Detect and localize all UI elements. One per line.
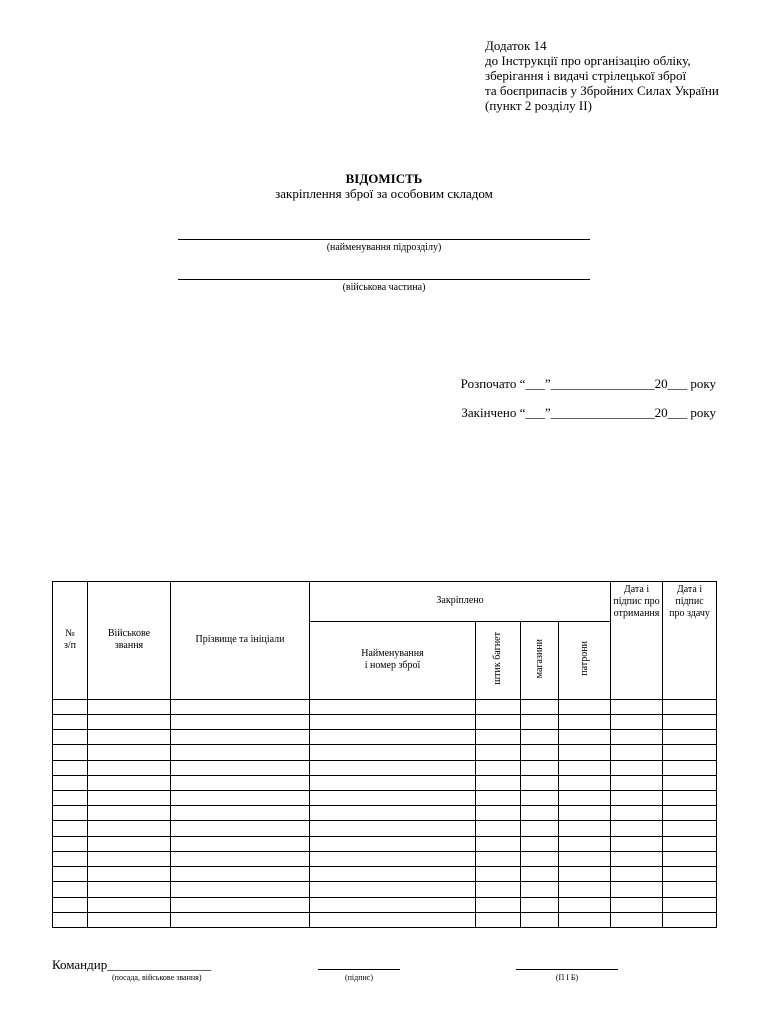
started-date: Розпочато “___”________________20___ року — [460, 376, 716, 391]
table-cell — [521, 745, 559, 760]
table-cell — [476, 791, 521, 806]
table-cell — [53, 836, 88, 851]
table-cell — [476, 821, 521, 836]
table-cell — [88, 730, 171, 745]
table-cell — [559, 730, 611, 745]
table-cell — [476, 806, 521, 821]
table-cell — [310, 806, 476, 821]
header-magazines-cell — [521, 621, 559, 699]
table-cell — [521, 714, 559, 729]
table-cell — [559, 806, 611, 821]
table-cell — [611, 714, 663, 729]
table-cell — [88, 714, 171, 729]
table-cell — [171, 714, 310, 729]
table-cell — [88, 836, 171, 851]
table-cell — [559, 760, 611, 775]
table-cell — [663, 806, 717, 821]
table-cell — [559, 699, 611, 714]
table-cell — [559, 882, 611, 897]
table-cell — [663, 912, 717, 927]
table-cell — [559, 714, 611, 729]
table-cell — [171, 897, 310, 912]
table-cell — [171, 836, 310, 851]
table-cell — [310, 730, 476, 745]
document-subtitle: закріплення зброї за особовим складом — [275, 186, 493, 201]
table-cell — [310, 714, 476, 729]
table-cell — [663, 867, 717, 882]
table-cell — [663, 791, 717, 806]
table-cell — [559, 791, 611, 806]
table-cell — [559, 821, 611, 836]
table-cell — [310, 760, 476, 775]
table-cell — [53, 699, 88, 714]
table-row — [53, 836, 717, 851]
table-cell — [476, 775, 521, 790]
header-rank: Військове звання — [88, 582, 171, 700]
table-cell — [88, 821, 171, 836]
table-cell — [521, 821, 559, 836]
table-cell — [611, 851, 663, 866]
table-cell — [88, 791, 171, 806]
header-number: № з/п — [53, 582, 88, 700]
table-cell — [310, 791, 476, 806]
table-cell — [559, 775, 611, 790]
table-cell — [171, 775, 310, 790]
table-cell — [88, 851, 171, 866]
table-cell — [53, 791, 88, 806]
header-name: Прізвище та ініціали — [171, 582, 310, 700]
unit-name-caption: (найменування підрозділу) — [326, 242, 442, 253]
full-name-caption: (П І Б) — [555, 973, 579, 982]
table-cell — [53, 730, 88, 745]
table-row — [53, 791, 717, 806]
ledger-body — [53, 699, 717, 927]
table-cell — [171, 760, 310, 775]
position-caption: (посада, військове звання) — [112, 973, 202, 982]
table-cell — [663, 730, 717, 745]
table-cell — [559, 897, 611, 912]
table-cell — [611, 867, 663, 882]
table-row — [53, 760, 717, 775]
table-cell — [476, 867, 521, 882]
signature-line — [318, 969, 400, 970]
table-cell — [171, 882, 310, 897]
header-received: Дата і підпис про отримання — [611, 582, 663, 700]
header-bayonet-cell — [476, 621, 521, 699]
finished-date: Закінчено “___”________________20___ року — [461, 405, 716, 420]
table-cell — [310, 836, 476, 851]
table-cell — [611, 791, 663, 806]
appendix-line: до Інструкції про організацію обліку, — [485, 53, 691, 68]
table-cell — [559, 851, 611, 866]
table-cell — [53, 912, 88, 927]
table-cell — [88, 775, 171, 790]
military-unit-caption: (військова частина) — [342, 282, 426, 293]
weapons-ledger-table — [52, 581, 717, 928]
table-cell — [171, 745, 310, 760]
table-cell — [171, 851, 310, 866]
header-magazines: магазини — [533, 638, 545, 678]
table-cell — [310, 821, 476, 836]
table-cell — [171, 806, 310, 821]
table-cell — [310, 882, 476, 897]
table-row — [53, 775, 717, 790]
table-cell — [521, 806, 559, 821]
table-cell — [611, 882, 663, 897]
appendix-line: (пункт 2 розділу ІІ) — [485, 98, 592, 113]
table-cell — [310, 897, 476, 912]
table-row — [53, 714, 717, 729]
table-cell — [663, 821, 717, 836]
table-cell — [88, 760, 171, 775]
table-row — [53, 745, 717, 760]
table-row — [53, 882, 717, 897]
table-cell — [310, 699, 476, 714]
table-cell — [88, 699, 171, 714]
table-cell — [88, 897, 171, 912]
unit-name-line — [178, 239, 590, 240]
table-cell — [559, 745, 611, 760]
table-cell — [88, 867, 171, 882]
table-cell — [663, 882, 717, 897]
appendix-line: Додаток 14 — [485, 38, 547, 53]
table-cell — [521, 730, 559, 745]
table-cell — [611, 806, 663, 821]
table-cell — [476, 714, 521, 729]
table-cell — [53, 897, 88, 912]
table-cell — [310, 912, 476, 927]
table-cell — [53, 775, 88, 790]
table-cell — [663, 699, 717, 714]
table-cell — [310, 867, 476, 882]
table-cell — [310, 851, 476, 866]
table-cell — [663, 714, 717, 729]
table-cell — [521, 912, 559, 927]
table-cell — [476, 730, 521, 745]
header-returned: Дата і підпис про здачу — [663, 582, 717, 700]
table-row — [53, 730, 717, 745]
table-cell — [476, 882, 521, 897]
table-cell — [663, 760, 717, 775]
table-cell — [611, 821, 663, 836]
full-name-line — [516, 969, 618, 970]
table-cell — [53, 882, 88, 897]
appendix-line: та боєприпасів у Збройних Силах України — [485, 83, 719, 98]
table-cell — [476, 760, 521, 775]
table-row — [53, 821, 717, 836]
table-cell — [88, 806, 171, 821]
table-cell — [559, 912, 611, 927]
table-cell — [663, 851, 717, 866]
table-cell — [559, 867, 611, 882]
military-unit-line — [178, 279, 590, 280]
table-cell — [171, 867, 310, 882]
table-cell — [53, 806, 88, 821]
table-cell — [88, 882, 171, 897]
table-cell — [663, 897, 717, 912]
table-row — [53, 912, 717, 927]
table-cell — [611, 836, 663, 851]
table-cell — [476, 745, 521, 760]
table-cell — [53, 714, 88, 729]
table-cell — [88, 912, 171, 927]
table-cell — [611, 897, 663, 912]
table-cell — [53, 821, 88, 836]
table-row — [53, 867, 717, 882]
table-cell — [611, 699, 663, 714]
table-cell — [663, 836, 717, 851]
header-assigned: Закріплено — [310, 582, 611, 622]
commander-line: Командир________________ — [52, 957, 212, 972]
table-cell — [521, 851, 559, 866]
document-title: ВІДОМІСТЬ — [345, 171, 423, 186]
table-cell — [53, 851, 88, 866]
table-cell — [476, 912, 521, 927]
table-cell — [611, 912, 663, 927]
table-cell — [53, 745, 88, 760]
appendix-note — [485, 38, 755, 113]
table-cell — [663, 775, 717, 790]
table-cell — [611, 730, 663, 745]
table-cell — [521, 760, 559, 775]
table-cell — [611, 745, 663, 760]
table-cell — [611, 775, 663, 790]
table-cell — [53, 867, 88, 882]
table-cell — [521, 775, 559, 790]
header-weapon: Найменування і номер зброї — [310, 621, 476, 699]
header-cartridges: патрони — [578, 640, 590, 676]
table-cell — [171, 730, 310, 745]
table-row — [53, 851, 717, 866]
signature-caption: (підпис) — [344, 973, 373, 982]
appendix-line: зберігання і видачі стрілецької зброї — [485, 68, 687, 83]
table-cell — [53, 760, 88, 775]
table-cell — [88, 745, 171, 760]
table-cell — [310, 775, 476, 790]
table-cell — [171, 791, 310, 806]
table-cell — [476, 836, 521, 851]
table-cell — [476, 851, 521, 866]
table-cell — [521, 867, 559, 882]
table-row — [53, 699, 717, 714]
header-cartridges-cell — [559, 621, 611, 699]
table-row — [53, 806, 717, 821]
table-cell — [611, 760, 663, 775]
table-cell — [171, 821, 310, 836]
table-cell — [476, 897, 521, 912]
table-cell — [521, 699, 559, 714]
table-cell — [476, 699, 521, 714]
header-bayonet: штик багнет — [492, 631, 503, 685]
table-cell — [559, 836, 611, 851]
table-cell — [310, 745, 476, 760]
table-cell — [171, 699, 310, 714]
table-cell — [521, 882, 559, 897]
table-cell — [171, 912, 310, 927]
table-cell — [521, 791, 559, 806]
table-cell — [521, 897, 559, 912]
table-cell — [663, 745, 717, 760]
table-row — [53, 897, 717, 912]
table-cell — [521, 836, 559, 851]
